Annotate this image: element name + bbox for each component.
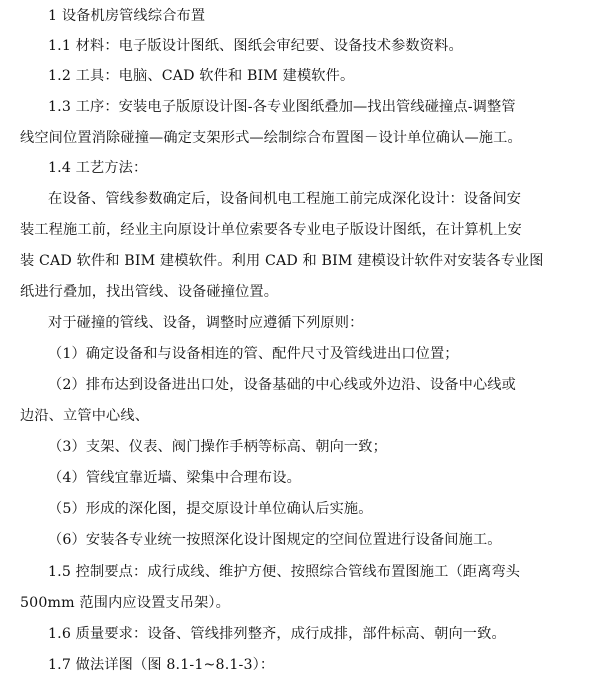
text-line-1-3a: 1.3 工序：安装电子版原设计图-各专业图纸叠加—找出管线碰撞点-调整管 [48, 99, 516, 115]
text-line-1-7: 1.7 做法详图（图 8.1-1~8.1-3）： [48, 657, 275, 673]
section-heading: 1 设备机房管线综合布置 [48, 8, 206, 24]
text-line-method-2: 装工程施工前，经业主向原设计单位索要各专业电子版设计图纸，在计算机上安 [20, 222, 522, 238]
text-line-1-6: 1.6 质量要求：设备、管线排列整齐，成行成排，部件标高、朝向一致。 [48, 626, 506, 642]
text-line-method-3: 装 CAD 软件和 BIM 建模软件。利用 CAD 和 BIM 建模设计软件对安装各专业图 [20, 253, 544, 269]
text-line-method-1: 在设备、管线参数确定后，设备间机电工程施工前完成深化设计：设备间安 [48, 191, 522, 207]
text-line-item-1: （1）确定设备和与设备相连的管、配件尺寸及管线进出口位置； [48, 346, 459, 362]
text-line-1-4: 1.4 工艺方法： [48, 160, 148, 176]
text-line-1-5b: 500mm 范围内应设置支吊架）。 [20, 595, 231, 611]
text-line-item-3: （3）支架、仪表、阀门操作手柄等标高、朝向一致； [48, 439, 387, 455]
text-line-1-2: 1.2 工具：电脑、CAD 软件和 BIM 建模软件。 [48, 68, 355, 84]
text-line-item-2a: （2）排布达到设备进出口处，设备基础的中心线或外边沿、设备中心线或 [48, 377, 516, 393]
text-line-item-5: （5）形成的深化图，提交原设计单位确认后实施。 [48, 501, 373, 517]
text-line-item-2b: 边沿、立管中心线、 [20, 408, 150, 424]
text-line-1-3b: 线空间位置消除碰撞—确定支架形式—绘制综合布置图－设计单位确认—施工。 [20, 130, 522, 146]
text-line-1-1: 1.1 材料：电子版设计图纸、图纸会审纪要、设备技术参数资料。 [48, 38, 463, 54]
text-line-principles: 对于碰撞的管线、设备，调整时应遵循下列原则： [48, 315, 364, 331]
text-line-1-5a: 1.5 控制要点：成行成线、维护方便、按照综合管线布置图施工（距离弯头 [48, 564, 521, 580]
text-line-item-6: （6）安装各专业统一按照深化设计图规定的空间位置进行设备间施工。 [48, 532, 502, 548]
text-line-item-4: （4）管线宜靠近墙、梁集中合理布设。 [48, 470, 301, 486]
text-line-method-4: 纸进行叠加，找出管线、设备碰撞位置。 [20, 284, 279, 300]
